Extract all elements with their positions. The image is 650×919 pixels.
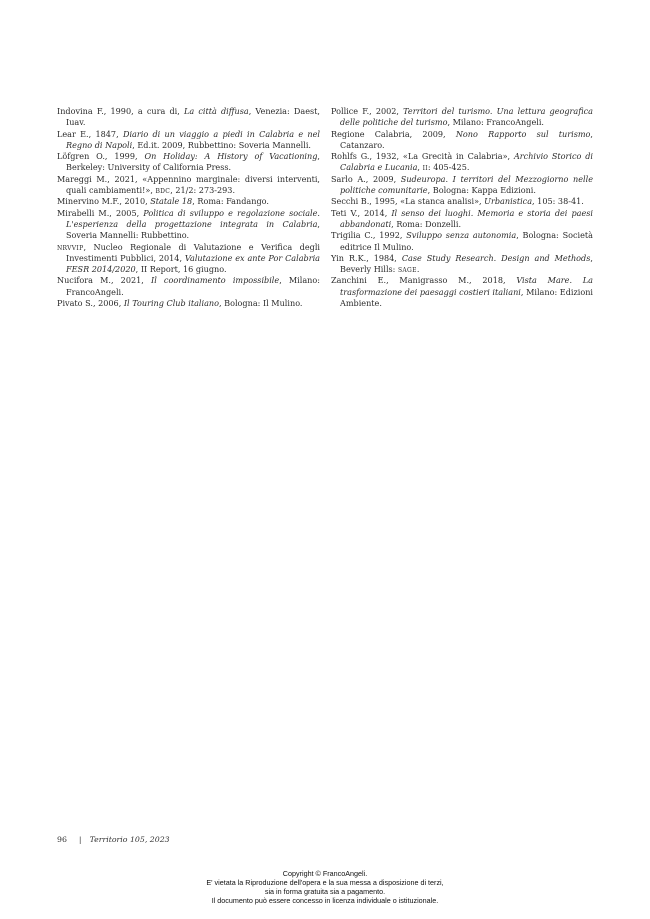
entry-title: Il Touring Club italiano <box>123 298 219 309</box>
entry-text: Rohlfs G., 1932, «La Grecità in Calabria», <box>331 151 514 162</box>
entry-text: , Bologna: Il Mulino. <box>219 298 303 309</box>
entry-text: , Milano: FrancoAngeli. <box>66 275 320 297</box>
journal-title: Territorio 105, 2023 <box>89 835 170 844</box>
entry-text: Mareggi M., 2021, «Appennino marginale: diversi interventi, quali cambiamenti!», <box>57 173 320 196</box>
bibliography-entry <box>57 208 320 242</box>
entry-text: , Venezia: Daest, Iuav. <box>66 106 320 128</box>
entry-text: : 405-425. <box>427 162 470 173</box>
footer-separator: | <box>78 835 82 844</box>
copyright-notice <box>0 870 650 906</box>
bibliography-entry <box>331 196 593 207</box>
bibliography-entry <box>331 174 593 197</box>
bibliography-entry <box>57 151 320 174</box>
entry-title: Il coordinamento impossibile <box>151 275 280 286</box>
entry-title: Sudeuropa. I territori del Mezzogiorno nelle politiche comunitarie <box>340 173 593 196</box>
entry-text: , 105: 38-41. <box>532 196 584 207</box>
entry-text: ii <box>422 162 428 173</box>
entry-text: Minervino M.F., 2010, <box>57 196 151 207</box>
entry-text: , Soveria Mannelli: Rubbettino. <box>66 218 320 241</box>
entry-text: Pollice F., 2002, <box>331 106 404 116</box>
entry-title: On Holiday: A History of Vacationing <box>144 151 318 162</box>
entry-text: Yin R.K., 1984, <box>331 252 402 263</box>
entry-text: , Bologna: Kappa Edizioni. <box>427 185 536 196</box>
entry-title: Urbanistica <box>484 196 533 207</box>
entry-text: Zanchini E., Manigrasso M., 2018, <box>331 275 517 286</box>
entry-text: Teti V., 2014, <box>331 207 392 218</box>
entry-text: , Beverly Hills: <box>340 252 593 275</box>
bibliography-entry <box>57 275 320 298</box>
entry-title: Statale 18 <box>150 196 193 207</box>
entry-title: Diario di un viaggio a piedi in Calabria e nel Regno di Napoli <box>66 128 320 150</box>
entry-title: La città diffusa <box>183 106 249 116</box>
bibliography-entry <box>331 230 593 253</box>
entry-text: , Bologna: Società editrice Il Mulino. <box>340 230 593 252</box>
entry-text: Regione Calabria, 2009, <box>331 128 456 139</box>
bibliography-entry <box>331 208 593 231</box>
entry-text: Löfgren O., 1999, <box>57 151 145 162</box>
entry-title: Nono Rapporto sul turismo <box>455 128 591 139</box>
entry-text: Nucifora M., 2021, <box>57 275 151 286</box>
entry-text: , Ed.it. 2009, Rubbettino: Soveria Mannelli. <box>132 139 311 150</box>
entry-text: Sarlo A., 2009, <box>331 173 401 184</box>
bibliography-left-column <box>57 106 320 309</box>
entry-title: Il senso dei luoghi. Memoria e storia dei paesi abbandonati <box>340 207 593 229</box>
entry-text: Pivato S., 2006, <box>57 298 124 309</box>
entry-text: Indovina F., 1990, a cura di, <box>57 106 184 116</box>
copyright-line-4: Il documento può essere concesso in licenza individuale o istituzionale. <box>211 895 439 905</box>
entry-text: , Roma: Fandango. <box>192 196 269 207</box>
entry-text: bdc <box>155 185 171 196</box>
bibliography-entry <box>331 151 593 174</box>
entry-text: sage <box>397 264 417 275</box>
entry-title: Politica di sviluppo e regolazione sociale. L'esperienza della progettazione integrata in Calabria <box>66 207 320 229</box>
page-number: 96 <box>57 835 67 844</box>
entry-text: , 21/2: 273-293. <box>170 185 236 196</box>
entry-title: Case Study Research. Design and Methods <box>401 252 591 263</box>
bibliography-entry <box>331 253 593 276</box>
entry-text: , Milano: FrancoAngeli. <box>447 117 544 128</box>
entry-text: , Catanzaro. <box>340 128 593 150</box>
entry-title: Sviluppo senza autonomia <box>406 230 517 241</box>
entry-title: Valutazione ex ante Por Calabria FESR 2014/2020 <box>66 252 320 275</box>
entry-text: Lear E., 1847, <box>57 128 123 139</box>
bibliography-entry <box>331 106 593 129</box>
entry-text: . <box>416 264 420 275</box>
entry-text: , <box>417 162 423 173</box>
entry-text: Mirabelli M., 2005, <box>57 207 144 218</box>
page-footer <box>57 835 170 844</box>
copyright-line-3: sia in forma gratuita sia a pagamento. <box>264 886 386 896</box>
entry-text: nrvvip <box>57 241 84 252</box>
entry-text: , Berkeley: University of California Press. <box>66 151 320 173</box>
bibliography-entry <box>57 174 320 197</box>
entry-text: Secchi B., 1995, «La stanca analisi», <box>331 196 485 207</box>
bibliography-entry <box>331 275 593 309</box>
entry-title: Territori del turismo. Una lettura geografica delle politiche del turismo <box>340 106 593 128</box>
bibliography-entry <box>57 298 320 309</box>
bibliography-entry <box>57 129 320 152</box>
copyright-line-1: Copyright © FrancoAngeli. <box>282 869 368 878</box>
bibliography-entry <box>57 242 320 276</box>
entry-text: , Milano: Edizioni Ambiente. <box>340 286 593 309</box>
bibliography-entry <box>57 106 320 129</box>
entry-title: Vista Mare. La trasformazione dei paesaggi costieri italiani <box>340 275 593 297</box>
entry-text: , II Report, 16 giugno. <box>135 264 227 275</box>
bibliography-entry <box>331 129 593 152</box>
entry-text: Trigilia C., 1992, <box>331 230 407 241</box>
copyright-line-2: E' vietata la Riproduzione dell'opera e la sua messa a disposizione di terzi, <box>206 877 444 887</box>
entry-text: , Nucleo Regionale di Valutazione e Verifica degli Investimenti Pubblici, 2014, <box>66 241 320 263</box>
bibliography-entry <box>57 196 320 207</box>
bibliography-right-column <box>331 106 593 309</box>
entry-title: Archivio Storico di Calabria e Lucania <box>340 151 594 173</box>
entry-text: , Roma: Donzelli. <box>391 218 462 229</box>
